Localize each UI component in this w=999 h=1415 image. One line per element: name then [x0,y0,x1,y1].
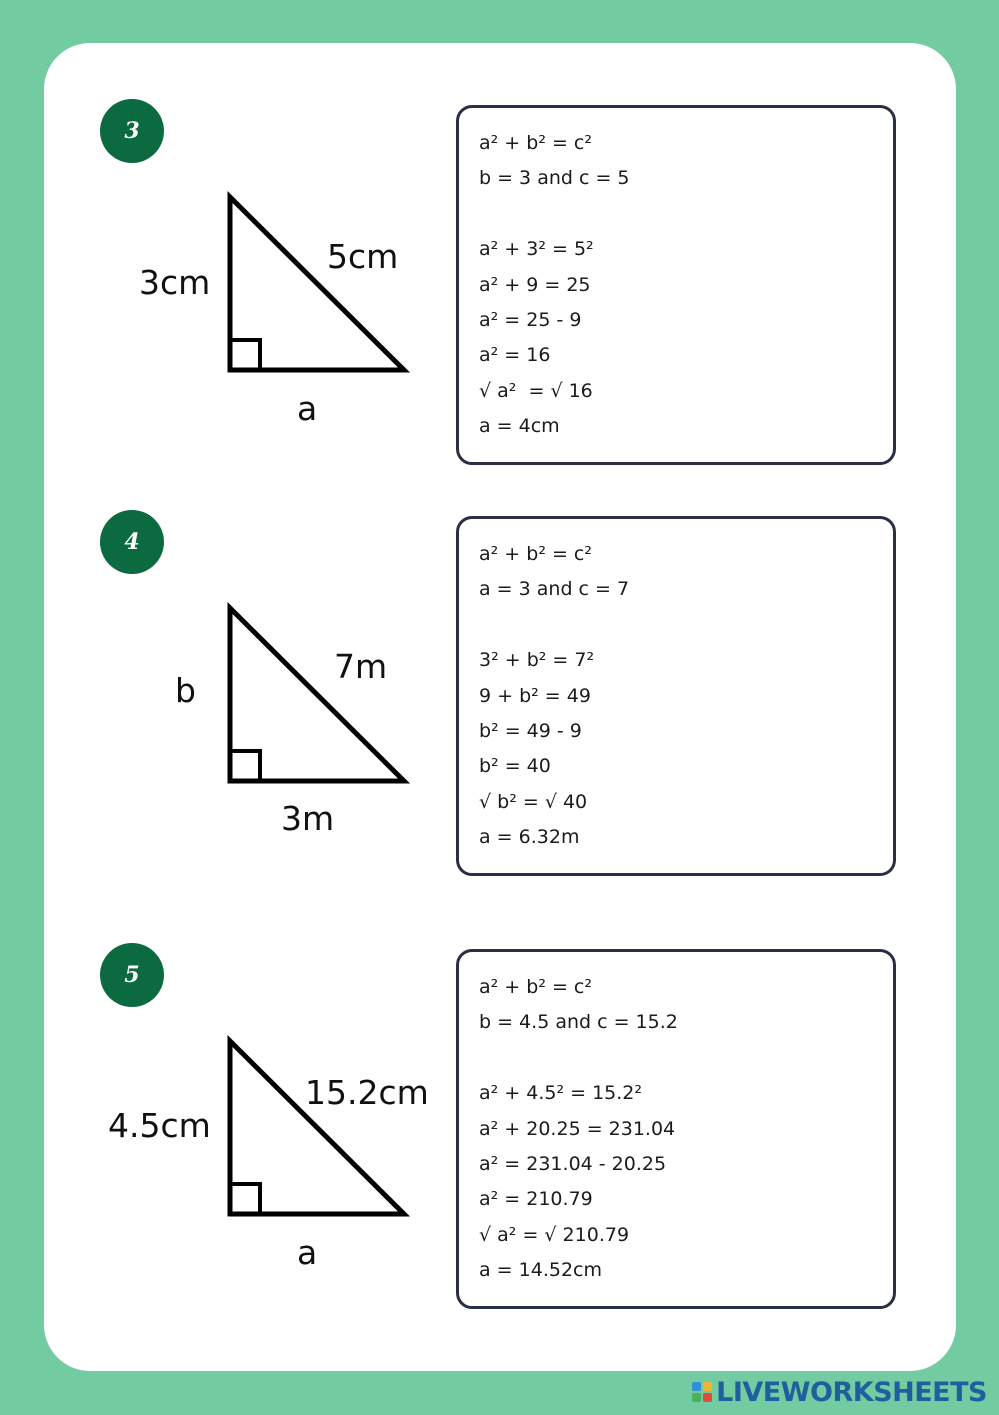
solution-line: a² = 25 - 9 [479,308,582,331]
solution-line [479,197,873,232]
right-angle-marker [230,1184,260,1214]
base-side-label: 3m [281,799,335,838]
solution-line: a = 6.32m [479,826,580,849]
solution-line: b² = 49 - 9 [479,719,582,742]
solution-box [456,105,896,465]
problem-number-badge: 3 [100,99,164,163]
solution-box [456,949,896,1309]
solution-line: a² + b² = c² [479,132,592,154]
right-triangle-diagram [222,193,412,378]
liveworksheets-logo-icon [692,1382,712,1402]
solution-line: b = 4.5 and c = 15.2 [479,1011,678,1034]
vertical-side-label: b [175,671,196,710]
liveworksheets-branding[interactable] [692,1377,987,1407]
vertical-side-label: 4.5cm [108,1106,211,1145]
solution-line: √ b² = √ 40 [479,790,588,813]
base-side-label: a [297,1233,318,1272]
base-side-label: a [297,389,318,428]
brand-name: LIVEWORKSHEETS [716,1376,987,1408]
solution-line: a² = 16 [479,344,551,367]
hypotenuse-label: 5cm [327,237,399,276]
solution-line: a² = 231.04 - 20.25 [479,1152,667,1175]
solution-line: a² + 4.5² = 15.2² [479,1082,643,1105]
solution-box [456,516,896,876]
right-angle-marker [230,340,260,370]
solution-line: a = 4cm [479,415,560,438]
solution-line [479,1041,873,1076]
solution-line: a = 3 and c = 7 [479,578,630,601]
solution-line: √ a² = √ 16 [479,379,593,402]
solution-line: a² + b² = c² [479,543,592,565]
hypotenuse-label: 15.2cm [305,1073,429,1112]
solution-line: b = 3 and c = 5 [479,167,630,190]
right-triangle-diagram [222,1037,412,1222]
right-triangle-diagram [222,604,412,789]
problem-number-badge: 4 [100,510,164,574]
right-angle-marker [230,751,260,781]
solution-line [479,608,873,643]
solution-line: a² = 210.79 [479,1188,593,1211]
solution-line: a² + 20.25 = 231.04 [479,1117,676,1140]
solution-line: a = 14.52cm [479,1259,602,1282]
solution-line: a² + b² = c² [479,976,592,998]
vertical-side-label: 3cm [139,263,211,302]
solution-line: 3² + b² = 7² [479,649,595,672]
solution-line: 9 + b² = 49 [479,684,591,707]
solution-line: a² + 9 = 25 [479,273,591,296]
solution-line: a² + 3² = 5² [479,238,594,261]
solution-line: b² = 40 [479,755,551,778]
hypotenuse-label: 7m [334,647,388,686]
problem-number-badge: 5 [100,943,164,1007]
solution-line: √ a² = √ 210.79 [479,1223,630,1246]
